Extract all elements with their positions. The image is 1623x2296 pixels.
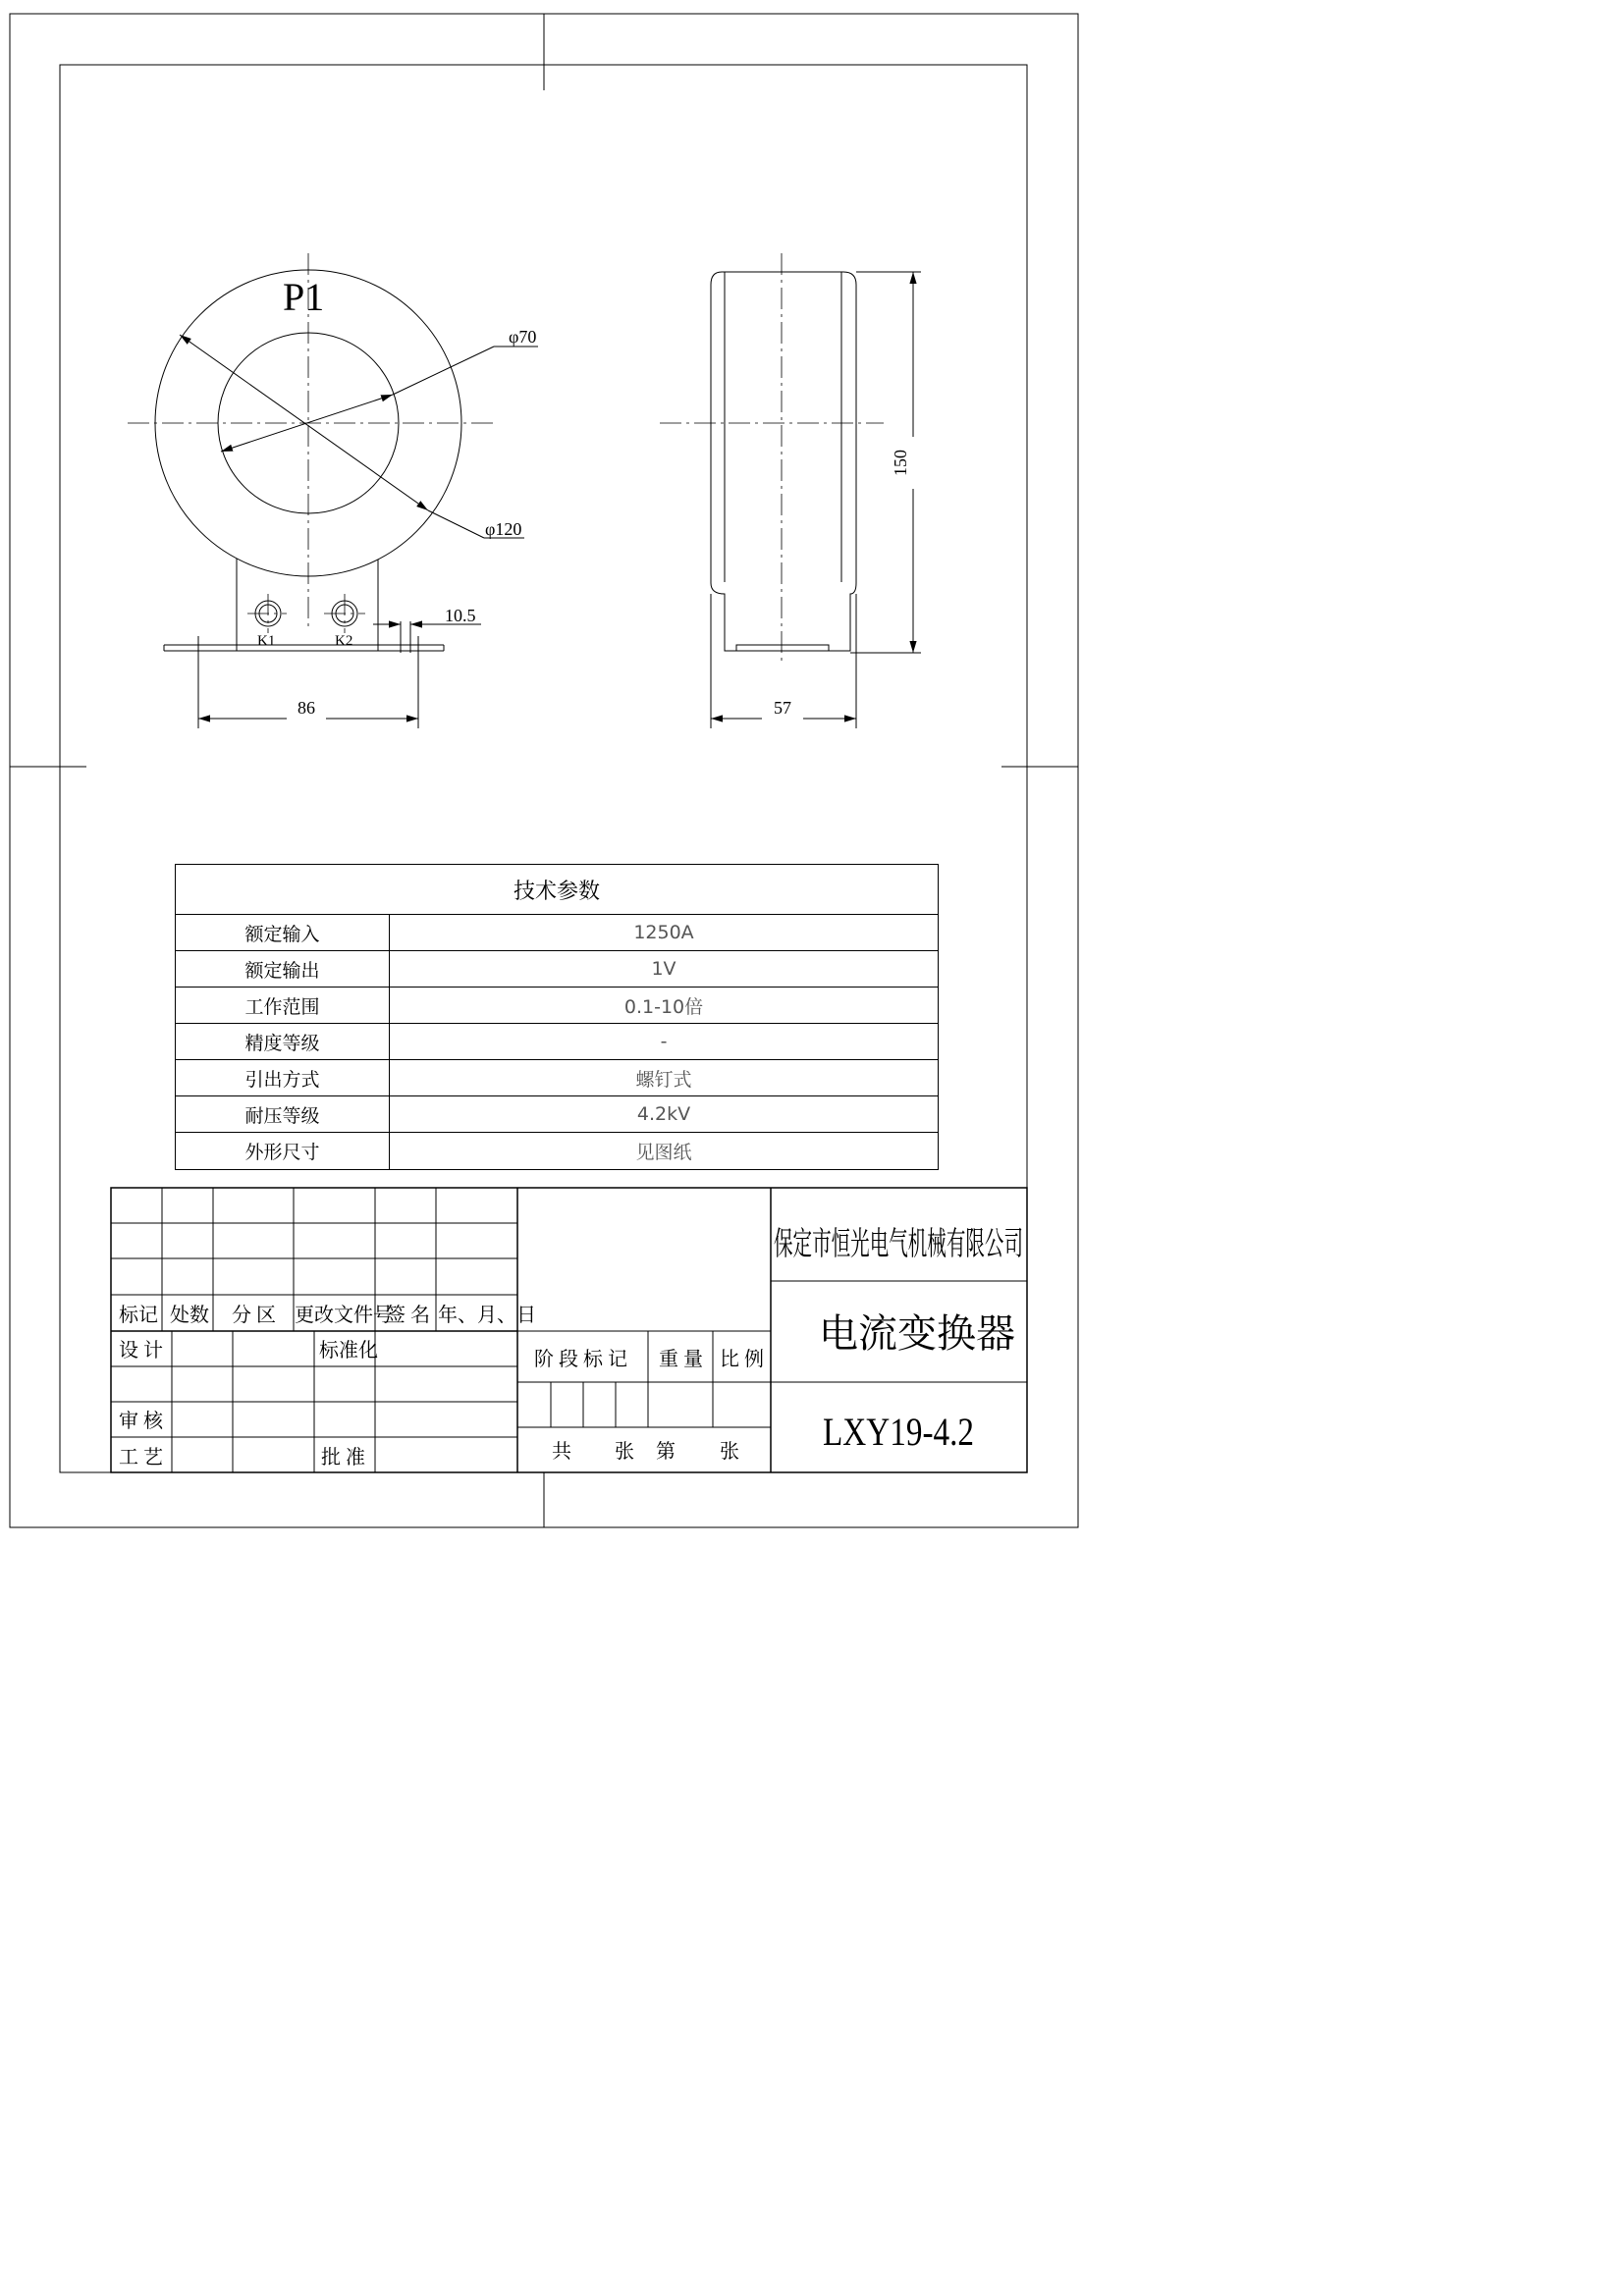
- sign-review: 审 核: [119, 1411, 163, 1432]
- sheets-total: 共: [552, 1441, 571, 1463]
- stage-mark: 阶 段 标 记: [534, 1349, 627, 1370]
- dim-outer-diameter: φ120: [485, 519, 522, 539]
- dim-height: 150: [891, 450, 910, 476]
- param-value: 见图纸: [635, 1142, 692, 1163]
- rev-header-date: 年、月、日: [438, 1305, 536, 1326]
- rev-header-zone: 分 区: [232, 1305, 276, 1326]
- rev-header-sign: 签 名: [386, 1305, 430, 1326]
- sign-approve: 批 准: [321, 1447, 365, 1468]
- param-value: 1250A: [633, 922, 694, 943]
- sign-design: 设 计: [119, 1340, 163, 1362]
- sheets-unit-2: 张: [720, 1441, 739, 1463]
- height-dimension: [850, 272, 921, 653]
- param-label: 精度等级: [176, 1024, 390, 1059]
- sheets-unit-1: 张: [615, 1441, 634, 1463]
- param-label: 引出方式: [176, 1060, 390, 1095]
- param-label: 工作范围: [176, 988, 390, 1023]
- sign-standard: 标准化: [319, 1340, 378, 1362]
- hole-dimension: [373, 621, 481, 653]
- dim-hole-size: 10.5: [445, 606, 476, 625]
- table-row: [176, 1133, 938, 1169]
- tech-params-title: 技术参数: [176, 865, 938, 915]
- product-name: 电流变换器: [819, 1311, 1015, 1356]
- param-value: 螺钉式: [635, 1068, 692, 1091]
- table-row: [176, 915, 938, 951]
- param-label: 额定输入: [176, 915, 390, 950]
- side-view: [711, 272, 856, 651]
- table-row: [176, 988, 938, 1024]
- sheet-border: [10, 14, 1195, 1527]
- table-row: [176, 1024, 938, 1060]
- model-number: LXY19-4.2: [823, 1410, 974, 1454]
- param-label: 额定输出: [176, 951, 390, 987]
- dim-inner-diameter: φ70: [509, 327, 537, 347]
- param-label: 外形尺寸: [176, 1133, 390, 1169]
- sheets-no: 第: [656, 1441, 676, 1463]
- rev-header-docno: 更改文件号: [295, 1305, 393, 1326]
- param-value: 0.1-10倍: [623, 995, 704, 1018]
- scale-label: 比 例: [720, 1349, 764, 1370]
- company-name: 保定市恒光电气机械有限公司: [774, 1227, 1195, 1262]
- param-value: 1V: [651, 958, 676, 980]
- param-value: -: [660, 1031, 668, 1052]
- terminal-k1: K1: [257, 633, 276, 649]
- table-row: [176, 1060, 938, 1096]
- sign-process: 工 艺: [119, 1447, 163, 1468]
- rev-header-mark: 标记: [119, 1305, 158, 1326]
- param-label: 耐压等级: [176, 1096, 390, 1132]
- table-row: [176, 951, 938, 988]
- label-p1: P1: [283, 275, 325, 319]
- dim-depth: 57: [774, 698, 791, 718]
- dim-width: 86: [298, 698, 315, 718]
- engineering-drawing: [0, 0, 1195, 1538]
- param-value: 4.2kV: [636, 1103, 691, 1125]
- terminal-k2: K2: [335, 633, 353, 649]
- weight-label: 重 量: [659, 1349, 703, 1370]
- table-row: [176, 1096, 938, 1133]
- tech-params-table: [175, 864, 939, 1170]
- rev-header-count: 处数: [170, 1305, 209, 1326]
